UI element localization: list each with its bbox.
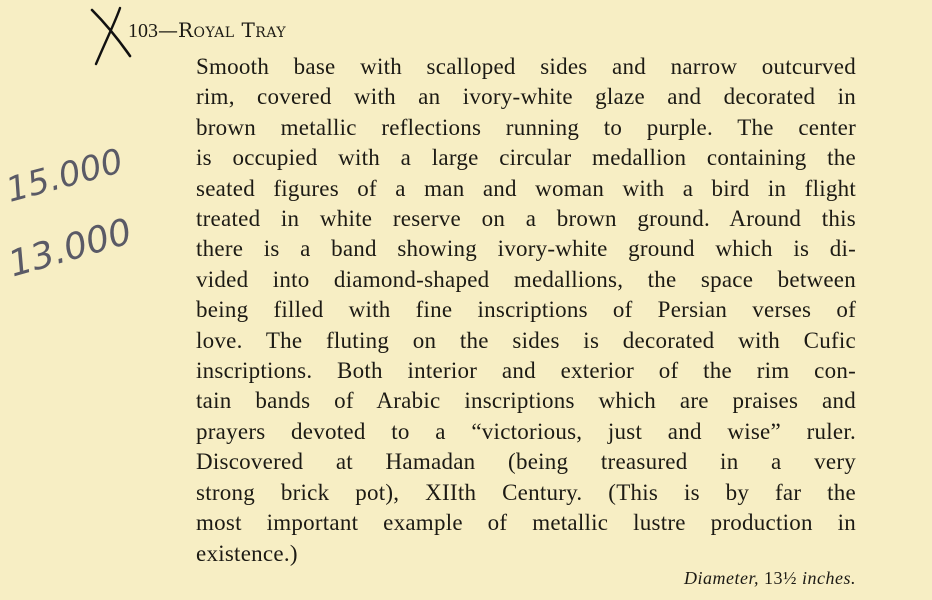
description-line: Smooth base with scalloped sides and narrow outcurved (196, 54, 856, 79)
heading-dash: — (158, 18, 178, 42)
description-line: brown metallic reflections running to purple. The center (196, 114, 856, 140)
dimension-label: Diameter, (684, 568, 760, 588)
dimension-unit: inches. (802, 568, 856, 588)
handwritten-price-note-1: 15.000 (2, 141, 128, 211)
lot-heading (128, 16, 286, 45)
lot-title: Royal Tray (178, 18, 287, 42)
description-line: vided into diamond-shaped medallions, the space between (196, 266, 856, 292)
description-line: inscriptions. Both interior and exterior of the rim con- (196, 358, 856, 384)
lot-number: 103 (128, 20, 158, 42)
description-line: being filled with fine inscriptions of Persian verses of (196, 297, 856, 323)
description-line: treated in white reserve on a brown ground. Around this (196, 206, 856, 232)
description-line: seated figures of a man and woman with a bird in flight (196, 175, 856, 201)
description-line: existence.) (196, 540, 298, 566)
description-line: there is a band showing ivory-white ground which is di- (196, 236, 856, 262)
description-line: rim, covered with an ivory-white glaze and decorated in (196, 84, 856, 110)
description-line: is occupied with a large circular medallion containing the (196, 145, 856, 171)
description-line: strong brick pot), XIIth Century. (This is by far the (196, 479, 856, 505)
lot-description (196, 52, 856, 569)
dimension-note (684, 566, 856, 590)
description-line: tain bands of Arabic inscriptions which are praises and (196, 388, 856, 414)
description-line: love. The fluting on the sides is decorated with Cufic (196, 327, 856, 353)
description-line: prayers devoted to a “victorious, just and wise” ruler. (196, 418, 856, 444)
description-line: Discovered at Hamadan (being treasured in a very (196, 449, 856, 475)
dimension-value: 13½ (764, 568, 798, 588)
description-line: most important example of metallic lustre production in (196, 510, 856, 536)
handwritten-price-note-2: 13.000 (4, 211, 137, 286)
